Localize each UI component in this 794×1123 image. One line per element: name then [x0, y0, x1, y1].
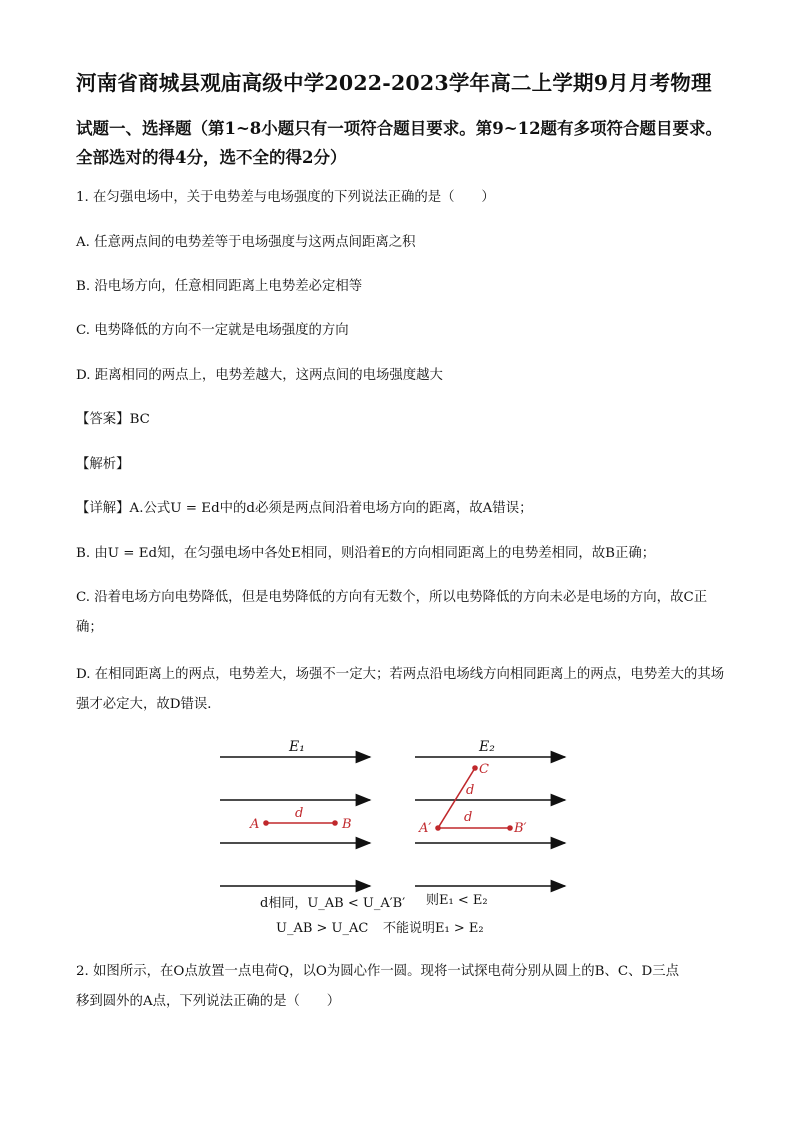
label-d-slant: d: [466, 783, 475, 798]
point-b-prime-dot: [508, 826, 513, 831]
detail-b: B. 由U = Ed知，在匀强电场中各处E相同，则沿着E的方向相同距离上的电势差相同，故B正确；: [76, 546, 656, 561]
question-1-option-c: C. 电势降低的方向不一定就是电场强度的方向: [76, 323, 349, 338]
segment-ab: [264, 821, 338, 826]
answer-tag: 【答案】: [76, 412, 130, 427]
label-b: B: [342, 817, 352, 832]
point-b-dot: [333, 821, 338, 826]
detail-a: 【详解】A.公式U = Ed中的d必须是两点间沿着电场方向的距离，故A错误；: [76, 501, 533, 516]
section-heading: 试题一、选择题（第1~8小题只有一项符合题目要求。第9~12题有多项符合题目要求。全部选对的得4分，选不全的得2分）: [76, 119, 723, 167]
label-d-right: d: [464, 810, 473, 825]
question-1-option-a: A. 任意两点间的电势差等于电场强度与这两点间距离之积: [76, 235, 416, 250]
label-a: A: [250, 817, 260, 832]
question-2-stem-line2: 移到圆外的A点，下列说法正确的是（ ）: [76, 994, 341, 1009]
caption-3: U_AB > U_AC: [276, 921, 369, 936]
question-1-stem: 1. 在匀强电场中，关于电势差与电场强度的下列说法正确的是（ ）: [76, 190, 495, 205]
caption-1: d相同，U_AB < U_A′B′: [260, 896, 406, 911]
point-a-prime-dot: [436, 826, 441, 831]
label-a-prime: A′: [419, 821, 432, 836]
question-2-stem-line1: 2. 如图所示，在O点放置一点电荷Q，以O为圆心作一圆。现将一试探电荷分别从圆上的B、C、D三点: [76, 964, 680, 979]
label-b-prime: B′: [514, 821, 527, 836]
right-field-lines: [415, 757, 565, 886]
answer-value: BC: [129, 412, 150, 427]
label-d-left: d: [295, 806, 304, 821]
point-a-dot: [264, 821, 269, 826]
label-c: C: [479, 762, 489, 777]
caption-2: 则E₁ < E₂: [426, 893, 488, 908]
document-title: 河南省商城县观庙高级中学2022-2023学年高二上学期9月月考物理: [76, 71, 712, 95]
right-field-label: E₂: [479, 739, 495, 755]
detail-c: C. 沿着电场方向电势降低，但是电势降低的方向有无数个，所以电势降低的方向未必是电场的方向，故C正确；: [76, 590, 708, 635]
detail-d: D. 在相同距离上的两点，电势差大，场强不一定大；若两点沿电场线方向相同距离上的两点，电势差大的其场强才必定大，故D错误．: [76, 667, 725, 712]
question-1-option-d: D. 距离相同的两点上，电势差越大，这两点间的电场强度越大: [76, 368, 443, 383]
caption-4: 不能说明E₁ > E₂: [383, 921, 484, 936]
point-c-dot: [473, 766, 478, 771]
analysis-tag: 【解析】: [76, 457, 130, 472]
question-1-option-b: B. 沿电场方向，任意相同距离上电势差必定相等: [76, 279, 363, 294]
segment-abc-prime: [436, 766, 513, 831]
left-field-label: E₁: [289, 739, 305, 755]
